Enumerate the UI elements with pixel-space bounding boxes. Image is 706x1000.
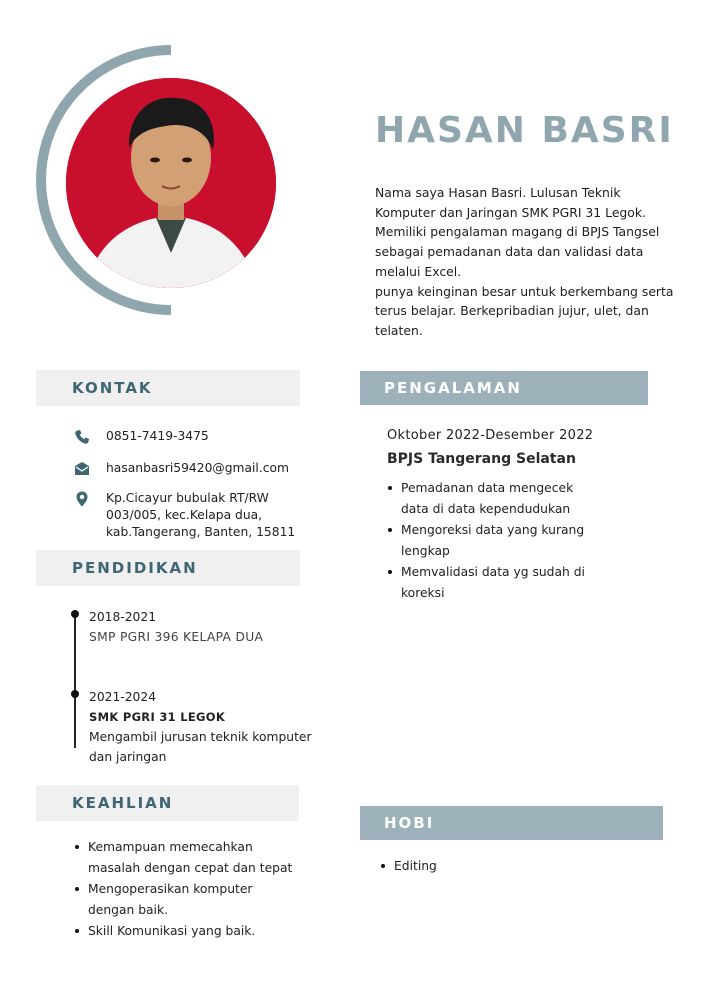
education-item bbox=[89, 687, 314, 767]
section-header-pendidikan bbox=[36, 550, 300, 586]
location-pin-icon bbox=[74, 491, 90, 507]
timeline-dot bbox=[71, 610, 79, 618]
address-line: Kp.Cicayur bubulak RT/RW bbox=[106, 491, 269, 505]
address-text bbox=[106, 490, 295, 541]
experience-item: Pemadanan data mengecek data di data kependudukan bbox=[387, 478, 597, 519]
section-title: PENDIDIKAN bbox=[72, 559, 198, 577]
skill-item: Mengoperasikan komputer dengan baik. bbox=[74, 879, 299, 920]
section-header-pengalaman bbox=[360, 371, 648, 405]
section-title: PENGALAMAN bbox=[384, 379, 522, 397]
skills-list bbox=[74, 837, 299, 943]
section-header-keahlian bbox=[36, 785, 299, 821]
profile-paragraph: Nama saya Hasan Basri. Lulusan Teknik Komputer dan Jaringan SMK PGRI 31 Legok. Memiliki pengalaman magang di BPJS Tangsel sebagai pemadanan data dan validasi data melalui Excel. bbox=[375, 185, 660, 279]
contact-email bbox=[74, 460, 289, 477]
education-years: 2018-2021 bbox=[89, 610, 157, 624]
section-header-kontak bbox=[36, 370, 300, 406]
experience-item: Memvalidasi data yg sudah di koreksi bbox=[387, 562, 597, 603]
skill-item: Skill Komunikasi yang baik. bbox=[74, 921, 299, 942]
phone-text[interactable]: 0851-7419-3475 bbox=[106, 429, 209, 443]
section-header-hobi bbox=[360, 806, 663, 840]
profile-photo bbox=[66, 78, 276, 288]
experience-date: Oktober 2022-Desember 2022 bbox=[387, 428, 594, 443]
address-line: 003/005, kec.Kelapa dua, bbox=[106, 508, 263, 522]
education-school: SMK PGRI 31 LEGOK bbox=[89, 710, 226, 724]
person-avatar-icon bbox=[66, 78, 276, 288]
education-years: 2021-2024 bbox=[89, 690, 157, 704]
timeline-dot bbox=[71, 690, 79, 698]
contact-phone bbox=[74, 428, 209, 445]
mail-icon bbox=[74, 461, 90, 477]
skill-item: Kemampuan memecahkan masalah dengan cepat dan tepat bbox=[74, 837, 299, 878]
email-text[interactable]: hasanbasri59420@gmail.com bbox=[106, 461, 290, 475]
education-school: SMP PGRI 396 KELAPA DUA bbox=[89, 630, 264, 644]
contact-address bbox=[74, 490, 295, 541]
phone-icon bbox=[74, 429, 90, 445]
education-detail: Mengambil jurusan teknik komputer dan jaringan bbox=[89, 730, 312, 764]
experience-item: Mengoreksi data yang kurang lengkap bbox=[387, 520, 597, 561]
experience-organization: BPJS Tangerang Selatan bbox=[387, 451, 576, 467]
address-line: kab.Tangerang, Banten, 15811 bbox=[106, 525, 296, 539]
hobby-item: Editing bbox=[380, 856, 580, 877]
experience-list bbox=[387, 478, 597, 604]
section-title: KONTAK bbox=[72, 379, 153, 397]
hobby-list bbox=[380, 856, 580, 878]
profile-paragraph: punya keinginan besar untuk berkembang serta terus belajar. Berkepribadian jujur, ulet, dan telaten. bbox=[375, 283, 674, 338]
profile-summary bbox=[375, 183, 675, 341]
section-title: HOBI bbox=[384, 814, 435, 832]
section-title: KEAHLIAN bbox=[72, 794, 174, 812]
timeline-line bbox=[74, 612, 76, 748]
person-name: HASAN BASRI bbox=[375, 110, 674, 151]
education-item bbox=[89, 607, 309, 647]
